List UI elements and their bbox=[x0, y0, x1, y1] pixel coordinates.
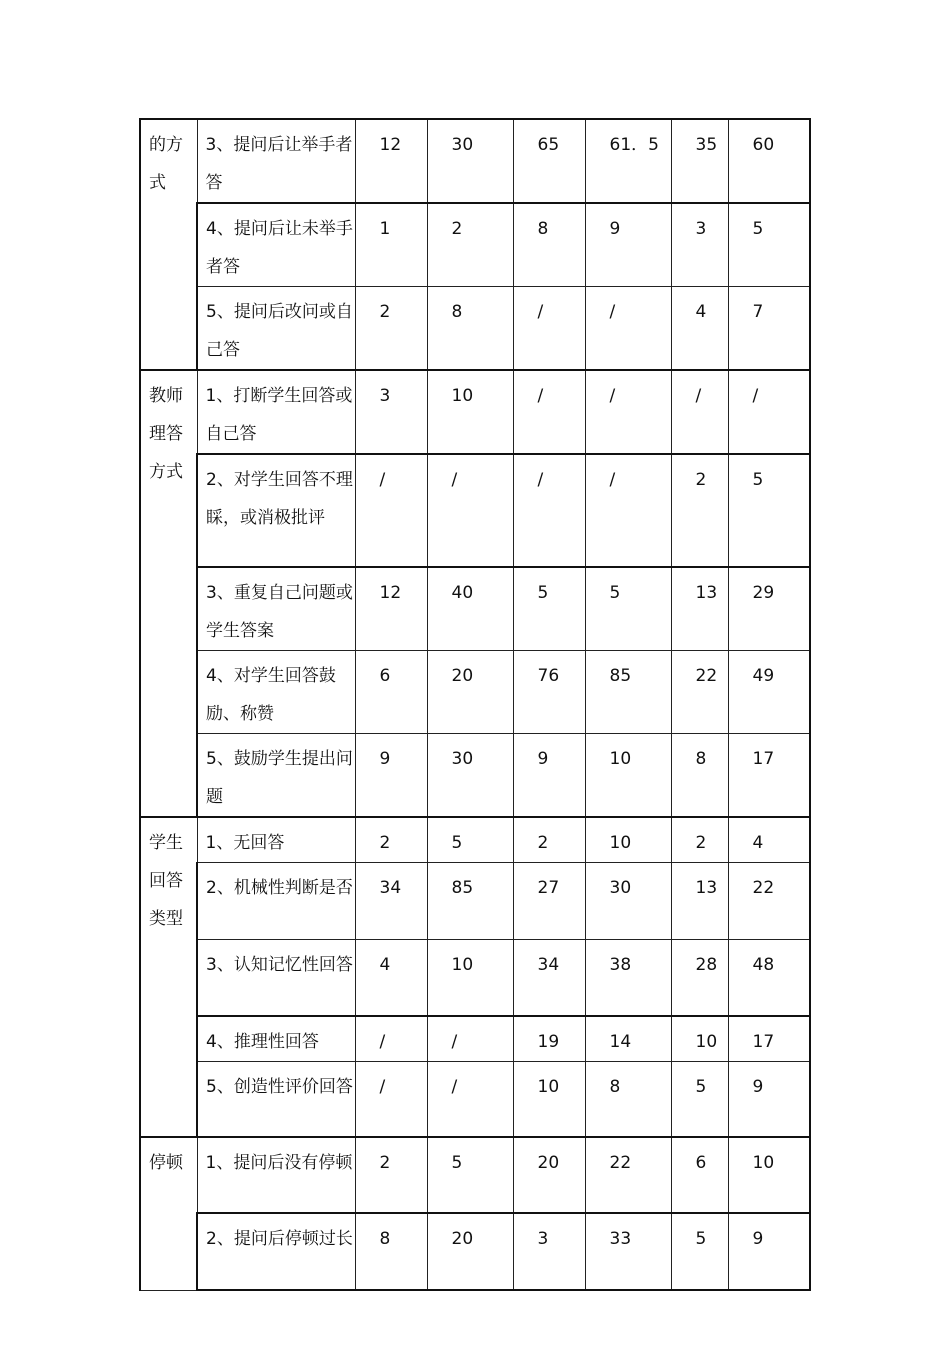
value-cell: 2 bbox=[355, 817, 427, 863]
table-row bbox=[140, 734, 810, 818]
value-cell: / bbox=[355, 1016, 427, 1062]
row-label: 2、提问后停顿过长 bbox=[197, 1213, 355, 1290]
value-cell: 12 bbox=[355, 567, 427, 651]
value-cell: 35 bbox=[671, 119, 728, 203]
value-cell: 5 bbox=[427, 1137, 513, 1213]
row-label: 5、鼓励学生提出问题 bbox=[197, 734, 355, 818]
row-label: 4、推理性回答 bbox=[197, 1016, 355, 1062]
value-cell: 60 bbox=[728, 119, 810, 203]
table-row bbox=[140, 1016, 810, 1062]
table-row bbox=[140, 1061, 810, 1137]
value-cell: 17 bbox=[728, 1016, 810, 1062]
value-cell: 17 bbox=[728, 734, 810, 818]
value-cell: 34 bbox=[513, 940, 585, 1016]
value-cell: / bbox=[355, 454, 427, 567]
value-cell: 28 bbox=[671, 940, 728, 1016]
row-label: 5、创造性评价回答 bbox=[197, 1061, 355, 1137]
value-cell: 9 bbox=[728, 1061, 810, 1137]
value-cell: 10 bbox=[585, 734, 671, 818]
value-cell: 29 bbox=[728, 567, 810, 651]
value-cell: 2 bbox=[513, 817, 585, 863]
value-cell: 5 bbox=[671, 1213, 728, 1290]
value-cell: / bbox=[513, 287, 585, 371]
value-cell: 1 bbox=[355, 203, 427, 287]
value-cell: 6 bbox=[355, 651, 427, 734]
value-cell: / bbox=[671, 370, 728, 454]
value-cell: 13 bbox=[671, 863, 728, 940]
value-cell: 4 bbox=[728, 817, 810, 863]
value-cell: / bbox=[513, 370, 585, 454]
value-cell: / bbox=[585, 287, 671, 371]
category-cell: 学生回答类型 bbox=[140, 817, 197, 1137]
value-cell: 14 bbox=[585, 1016, 671, 1062]
table-row bbox=[140, 203, 810, 287]
value-cell: 3 bbox=[671, 203, 728, 287]
value-cell: / bbox=[585, 454, 671, 567]
value-cell: 4 bbox=[671, 287, 728, 371]
value-cell: 2 bbox=[355, 1137, 427, 1213]
value-cell: 5 bbox=[671, 1061, 728, 1137]
value-cell: 38 bbox=[585, 940, 671, 1016]
value-cell: 30 bbox=[427, 734, 513, 818]
value-cell: / bbox=[513, 454, 585, 567]
row-label: 1、提问后没有停顿 bbox=[197, 1137, 355, 1213]
value-cell: 2 bbox=[427, 203, 513, 287]
value-cell: 10 bbox=[427, 940, 513, 1016]
value-cell: 10 bbox=[585, 817, 671, 863]
value-cell: / bbox=[427, 454, 513, 567]
value-cell: 30 bbox=[427, 119, 513, 203]
value-cell: 9 bbox=[728, 1213, 810, 1290]
row-label: 4、对学生回答鼓励、称赞 bbox=[197, 651, 355, 734]
value-cell: 5 bbox=[513, 567, 585, 651]
table-row bbox=[140, 287, 810, 371]
value-cell: / bbox=[585, 370, 671, 454]
row-label: 1、无回答 bbox=[197, 817, 355, 863]
row-label: 2、机械性判断是否 bbox=[197, 863, 355, 940]
value-cell: 30 bbox=[585, 863, 671, 940]
value-cell: 10 bbox=[728, 1137, 810, 1213]
value-cell: 2 bbox=[671, 454, 728, 567]
value-cell: 12 bbox=[355, 119, 427, 203]
table-row bbox=[140, 1137, 810, 1213]
value-cell: 49 bbox=[728, 651, 810, 734]
value-cell: 3 bbox=[513, 1213, 585, 1290]
value-cell: 20 bbox=[427, 1213, 513, 1290]
value-cell: 8 bbox=[513, 203, 585, 287]
value-cell: 8 bbox=[585, 1061, 671, 1137]
value-cell: 22 bbox=[585, 1137, 671, 1213]
value-cell: 5 bbox=[585, 567, 671, 651]
value-cell: 19 bbox=[513, 1016, 585, 1062]
value-cell: 65 bbox=[513, 119, 585, 203]
value-cell: 5 bbox=[728, 454, 810, 567]
value-cell: 2 bbox=[355, 287, 427, 371]
value-cell: 2 bbox=[671, 817, 728, 863]
value-cell: 22 bbox=[728, 863, 810, 940]
value-cell: 48 bbox=[728, 940, 810, 1016]
value-cell: 10 bbox=[513, 1061, 585, 1137]
stats-table bbox=[139, 118, 811, 1291]
value-cell: 8 bbox=[355, 1213, 427, 1290]
table-row bbox=[140, 454, 810, 567]
category-cell: 停顿 bbox=[140, 1137, 197, 1290]
value-cell: 8 bbox=[427, 287, 513, 371]
table-row bbox=[140, 1213, 810, 1290]
value-cell: 10 bbox=[427, 370, 513, 454]
value-cell: 5 bbox=[728, 203, 810, 287]
category-cell: 教师理答方式 bbox=[140, 370, 197, 817]
value-cell: 7 bbox=[728, 287, 810, 371]
category-cell: 的方式 bbox=[140, 119, 197, 370]
value-cell: 5 bbox=[427, 817, 513, 863]
value-cell: / bbox=[427, 1016, 513, 1062]
table-row bbox=[140, 370, 810, 454]
value-cell: 34 bbox=[355, 863, 427, 940]
table-row bbox=[140, 863, 810, 940]
value-cell: 61．5 bbox=[585, 119, 671, 203]
table-row bbox=[140, 651, 810, 734]
value-cell: 85 bbox=[427, 863, 513, 940]
row-label: 3、提问后让举手者答 bbox=[197, 119, 355, 203]
value-cell: 6 bbox=[671, 1137, 728, 1213]
value-cell: / bbox=[355, 1061, 427, 1137]
table-row bbox=[140, 567, 810, 651]
table-body bbox=[140, 119, 810, 1290]
value-cell: 8 bbox=[671, 734, 728, 818]
table-row bbox=[140, 119, 810, 203]
value-cell: 13 bbox=[671, 567, 728, 651]
value-cell: 10 bbox=[671, 1016, 728, 1062]
table-row bbox=[140, 940, 810, 1016]
value-cell: / bbox=[728, 370, 810, 454]
value-cell: 20 bbox=[427, 651, 513, 734]
row-label: 3、认知记忆性回答 bbox=[197, 940, 355, 1016]
value-cell: 27 bbox=[513, 863, 585, 940]
value-cell: 33 bbox=[585, 1213, 671, 1290]
value-cell: 9 bbox=[355, 734, 427, 818]
value-cell: 4 bbox=[355, 940, 427, 1016]
value-cell: 85 bbox=[585, 651, 671, 734]
value-cell: 9 bbox=[585, 203, 671, 287]
value-cell: 20 bbox=[513, 1137, 585, 1213]
table-row bbox=[140, 817, 810, 863]
value-cell: 40 bbox=[427, 567, 513, 651]
value-cell: / bbox=[427, 1061, 513, 1137]
row-label: 1、打断学生回答或自己答 bbox=[197, 370, 355, 454]
row-label: 4、提问后让未举手者答 bbox=[197, 203, 355, 287]
value-cell: 22 bbox=[671, 651, 728, 734]
row-label: 2、对学生回答不理睬，或消极批评 bbox=[197, 454, 355, 567]
value-cell: 9 bbox=[513, 734, 585, 818]
value-cell: 3 bbox=[355, 370, 427, 454]
row-label: 3、重复自己问题或学生答案 bbox=[197, 567, 355, 651]
value-cell: 76 bbox=[513, 651, 585, 734]
row-label: 5、提问后改问或自己答 bbox=[197, 287, 355, 371]
